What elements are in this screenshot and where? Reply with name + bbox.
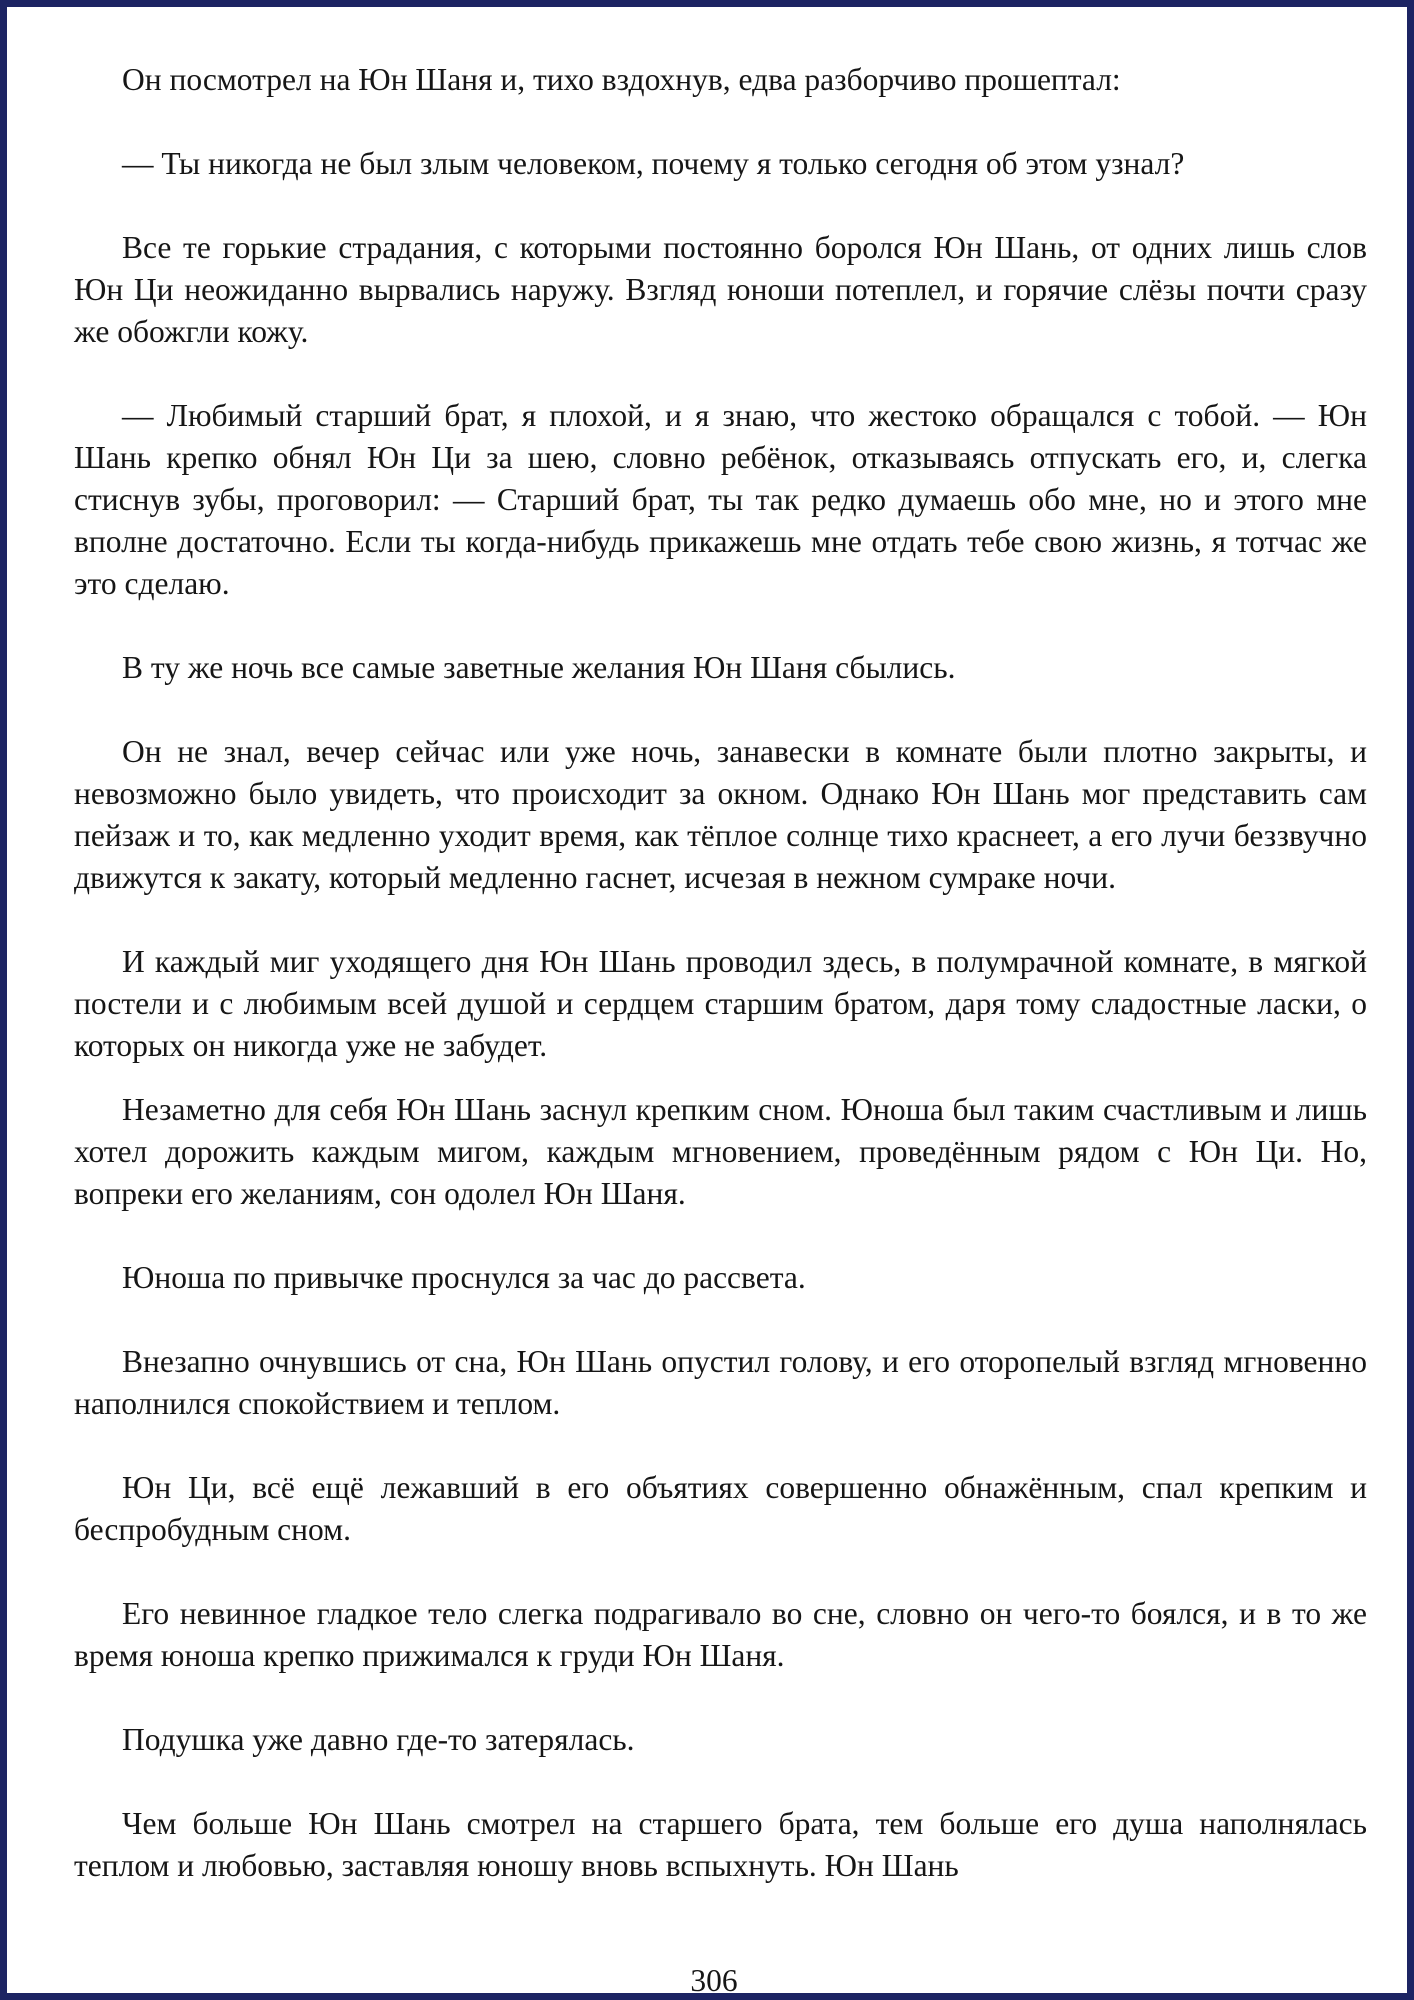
- paragraph: — Любимый старший брат, я плохой, и я знаю, что жестоко обращался с тобой. — Юн Шань крепко обнял Юн Ци за шею, словно ребёнок, отказываясь отпускать его, и, слегка стиснув зубы, проговорил: — Старший брат, ты так редко думаешь обо мне, но и этого мне вполне достаточно. Если ты когда-нибудь прикажешь мне отдать тебе свою жизнь, я тотчас же это сделаю.: [74, 398, 1367, 601]
- paragraph: Он не знал, вечер сейчас или уже ночь, занавески в комнате были плотно закрыты, и невозможно было увидеть, что происходит за окном. Однако Юн Шань мог представить сам пейзаж и то, как медленно уходит время, как тёплое солнце тихо краснеет, а его лучи беззвучно движутся к закату, который медленно гаснет, исчезая в нежном сумраке ночи.: [74, 734, 1367, 895]
- paragraph: Юноша по привычке проснулся за час до рассвета.: [122, 1260, 806, 1295]
- paragraph: Незаметно для себя Юн Шань заснул крепким сном. Юноша был таким счастливым и лишь хотел дорожить каждым мигом, каждым мгновением, проведённым рядом с Юн Ци. Но, вопреки его желаниям, сон одолел Юн Шаня.: [74, 1092, 1367, 1211]
- paragraph: Внезапно очнувшись от сна, Юн Шань опустил голову, и его оторопелый взгляд мгновенно наполнился спокойствием и теплом.: [74, 1344, 1367, 1421]
- paragraph: В ту же ночь все самые заветные желания Юн Шаня сбылись.: [122, 650, 956, 685]
- paragraph: Подушка уже давно где-то затерялась.: [122, 1722, 635, 1757]
- paragraph: Все те горькие страдания, с которыми постоянно боролся Юн Шань, от одних лишь слов Юн Ци неожиданно вырвались наружу. Взгляд юноши потеплел, и горячие слёзы почти сразу же обожгли кожу.: [74, 230, 1367, 349]
- paragraph: Юн Ци, всё ещё лежавший в его объятиях совершенно обнажённым, спал крепким и беспробудным сном.: [74, 1470, 1367, 1547]
- page-number: 306: [690, 1963, 738, 1998]
- paragraph: — Ты никогда не был злым человеком, почему я только сегодня об этом узнал?: [122, 146, 1185, 181]
- paragraph: Чем больше Юн Шань смотрел на старшего брата, тем больше его душа наполнялась теплом и любовью, заставляя юношу вновь вспыхнуть. Юн Шань: [74, 1806, 1367, 1883]
- paragraph: Его невинное гладкое тело слегка подрагивало во сне, словно он чего-то боялся, и в то же время юноша крепко прижимался к груди Юн Шаня.: [74, 1596, 1367, 1673]
- paragraph: И каждый миг уходящего дня Юн Шань проводил здесь, в полумрачной комнате, в мягкой постели и с любимым всей душой и сердцем старшим братом, даря тому сладостные ласки, о которых он никогда уже не забудет.: [74, 944, 1367, 1063]
- page-body: [74, 59, 1367, 1887]
- paragraph: Он посмотрел на Юн Шаня и, тихо вздохнув, едва разборчиво прошептал:: [122, 62, 1121, 97]
